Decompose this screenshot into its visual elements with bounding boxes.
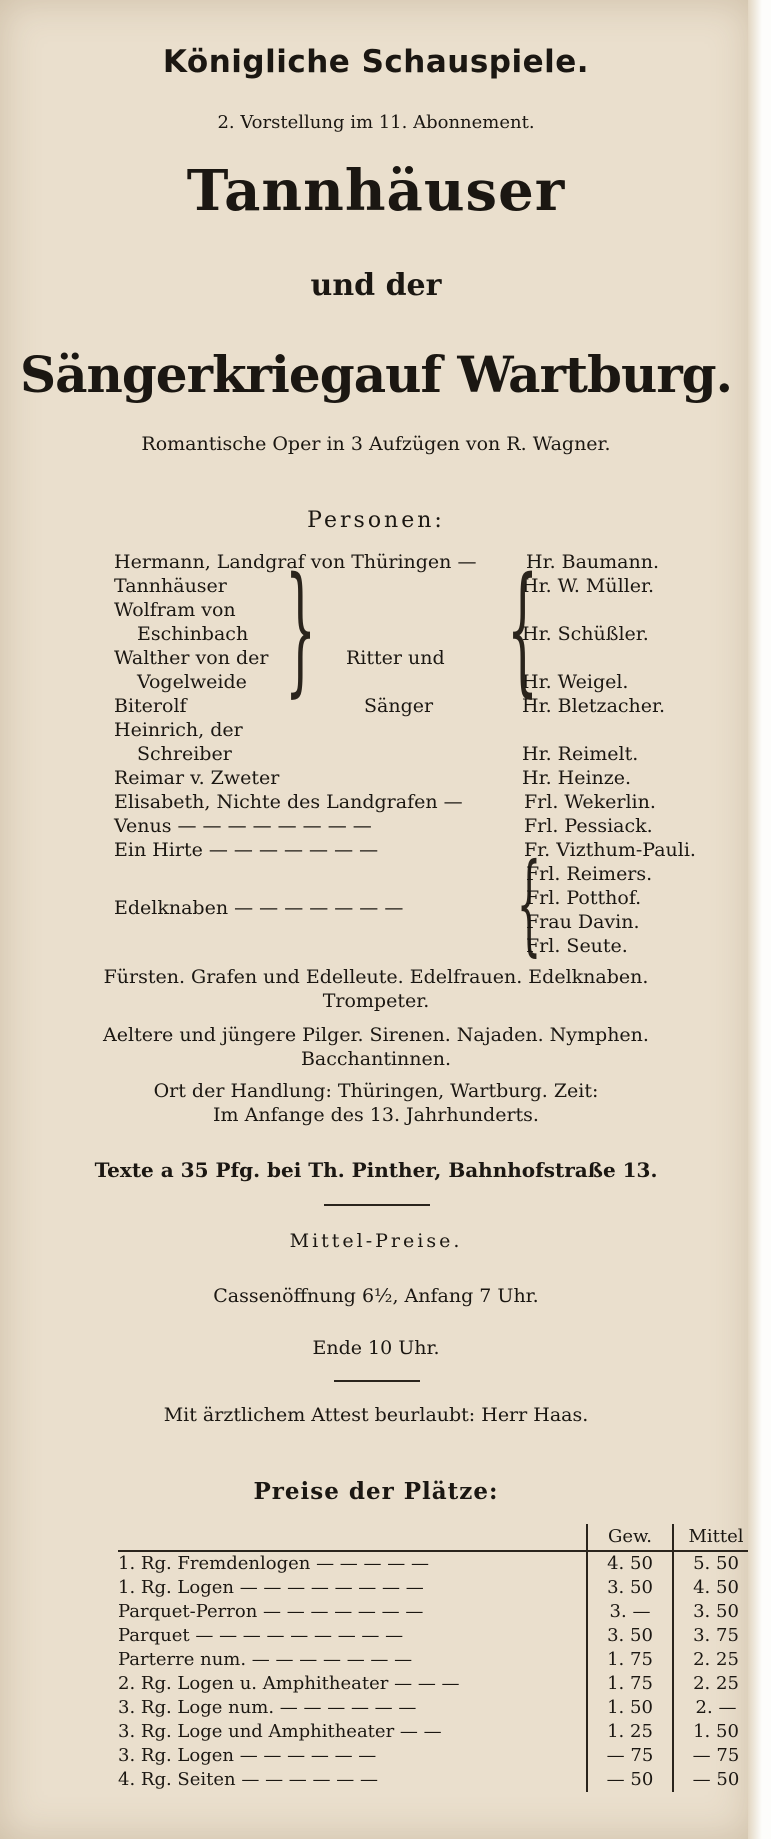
price-seat: 3. Rg. Loge num. — — — — — —: [118, 1697, 417, 1718]
price-gew: 4. 50: [587, 1551, 673, 1576]
group-label-ritter: Ritter und: [346, 647, 445, 669]
opera-title-line1: Tannhäuser: [186, 158, 566, 224]
price-mittel: 2. 25: [673, 1648, 758, 1672]
price-gew: 1. 50: [587, 1696, 673, 1720]
cast-actor: Hr. Baumann.: [526, 551, 660, 573]
cassen-line: Cassenöffnung 6½, Anfang 7 Uhr.: [213, 1285, 539, 1307]
price-seat: 3. Rg. Logen — — — — — —: [118, 1745, 377, 1766]
price-row: [118, 1576, 758, 1600]
price-header-seat: [118, 1524, 587, 1551]
extras-line: Trompeter.: [322, 990, 430, 1012]
cast-actor: Hr. Weigel.: [522, 671, 629, 693]
attest-line: Mit ärztlichem Attest beurlaubt: Herr Haas.: [163, 1404, 589, 1426]
price-mittel: 1. 50: [673, 1720, 758, 1744]
price-mittel: — 75: [673, 1744, 758, 1768]
price-seat: 2. Rg. Logen u. Amphitheater — — —: [118, 1673, 460, 1694]
cast-role: Tannhäuser: [114, 575, 227, 597]
price-header-mittel: Mittel: [673, 1524, 758, 1551]
cast-role: Venus — — — — — — — —: [114, 815, 372, 837]
divider: [334, 1380, 420, 1382]
cast-role: Vogelweide: [137, 671, 247, 693]
price-seat: Parquet-Perron — — — — — — —: [118, 1601, 424, 1622]
group-label-saenger: Sänger: [364, 695, 434, 717]
mittel-preise: Mittel-Preise.: [289, 1230, 463, 1252]
price-row: [118, 1624, 758, 1648]
price-mittel: — 50: [673, 1768, 758, 1792]
texte-notice: Texte a 35 Pfg. bei Th. Pinther, Bahnhofstraße 13.: [94, 1158, 658, 1182]
price-seat: 1. Rg. Fremdenlogen — — — — —: [118, 1551, 587, 1576]
price-row: [118, 1696, 758, 1720]
place-line: Ort der Handlung: Thüringen, Wartburg. Zeit:: [153, 1080, 599, 1102]
cast-actor: Hr. W. Müller.: [522, 575, 655, 597]
cast-actor: Frl. Pessiack.: [524, 815, 653, 837]
cast-role: Wolfram von: [114, 599, 236, 621]
theater-title: Königliche Schauspiele.: [162, 44, 590, 80]
cast-role: Reimar v. Zweter: [114, 767, 280, 789]
price-mittel: 2. 25: [673, 1672, 758, 1696]
cast-role: Elisabeth, Nichte des Landgrafen —: [114, 791, 463, 813]
cast-actor: Hr. Schüßler.: [522, 623, 649, 645]
group-brace-right: }: [284, 548, 317, 711]
cast-actor: Hr. Bletzacher.: [522, 695, 666, 717]
cast-actor: Frl. Wekerlin.: [524, 791, 656, 813]
extras-line: Bacchantinnen.: [300, 1048, 452, 1070]
cast-role: Eschinbach: [137, 623, 249, 645]
price-row: [118, 1672, 758, 1696]
ende-line: Ende 10 Uhr.: [312, 1337, 440, 1359]
cast-role: Ein Hirte — — — — — — —: [114, 839, 379, 861]
price-gew: 3. 50: [587, 1624, 673, 1648]
price-row: [118, 1648, 758, 1672]
price-seat: 3. Rg. Loge und Amphitheater — —: [118, 1721, 442, 1742]
price-gew: 1. 25: [587, 1720, 673, 1744]
price-header-row: [118, 1524, 758, 1551]
opera-description: Romantische Oper in 3 Aufzügen von R. Wagner.: [141, 433, 611, 455]
extras-line: Aeltere und jüngere Pilger. Sirenen. Najaden. Nymphen.: [103, 1024, 649, 1046]
cast-actor: Frl. Seute.: [526, 935, 628, 957]
price-row: [118, 1768, 758, 1792]
time-line: Im Anfange des 13. Jahrhunderts.: [213, 1104, 539, 1126]
price-gew: 3. —: [587, 1600, 673, 1624]
edelknaben-brace: {: [516, 839, 542, 967]
preise-heading: Preise der Plätze:: [253, 1478, 499, 1505]
price-gew: — 50: [587, 1768, 673, 1792]
extras-line: Fürsten. Grafen und Edelleute. Edelfrauen. Edelknaben.: [103, 966, 649, 988]
price-seat: Parterre num. — — — — — — —: [118, 1649, 413, 1670]
divider: [324, 1204, 430, 1206]
price-gew: 1. 75: [587, 1672, 673, 1696]
cast-role: Heinrich, der: [114, 719, 243, 741]
price-gew: 1. 75: [587, 1648, 673, 1672]
cast-role: Walther von der: [114, 647, 269, 669]
price-mittel: 3. 50: [673, 1600, 758, 1624]
price-gew: 3. 50: [587, 1576, 673, 1600]
cast-actor: Hr. Reimelt.: [522, 743, 639, 765]
cast-actor: Hr. Heinze.: [522, 767, 632, 789]
opera-title-line2: Sängerkriegauf Wartburg.: [19, 345, 733, 404]
price-seat: 4. Rg. Seiten — — — — — —: [118, 1769, 378, 1790]
cast-role: Hermann, Landgraf von Thüringen —: [114, 551, 477, 573]
price-row: [118, 1744, 758, 1768]
cast-actor: Frl. Potthof.: [526, 887, 642, 909]
price-mittel: 5. 50: [673, 1551, 758, 1576]
cast-actor: Frl. Reimers.: [526, 863, 653, 885]
price-row: [118, 1720, 758, 1744]
cast-actor: Fr. Vizthum-Pauli.: [524, 839, 696, 861]
cast-role-edelknaben: Edelknaben — — — — — — —: [114, 897, 404, 919]
cast-role: Schreiber: [137, 743, 232, 765]
price-seat: Parquet — — — — — — — — —: [118, 1625, 404, 1646]
opera-title-and: und der: [310, 268, 442, 303]
performance-subtitle: 2. Vorstellung im 11. Abonnement.: [217, 112, 535, 133]
price-mittel: 2. —: [673, 1696, 758, 1720]
price-header-gew: Gew.: [587, 1524, 673, 1551]
group-brace-left: {: [506, 548, 539, 711]
price-seat: 1. Rg. Logen — — — — — — — —: [118, 1577, 424, 1598]
price-row: [118, 1551, 758, 1576]
price-mittel: 3. 75: [673, 1624, 758, 1648]
price-mittel: 4. 50: [673, 1576, 758, 1600]
personen-heading: Personen:: [307, 508, 445, 533]
cast-actor: Frau Davin.: [526, 911, 640, 933]
price-table: [118, 1524, 758, 1792]
price-row: [118, 1600, 758, 1624]
price-gew: — 75: [587, 1744, 673, 1768]
cast-role: Biterolf: [114, 695, 187, 717]
